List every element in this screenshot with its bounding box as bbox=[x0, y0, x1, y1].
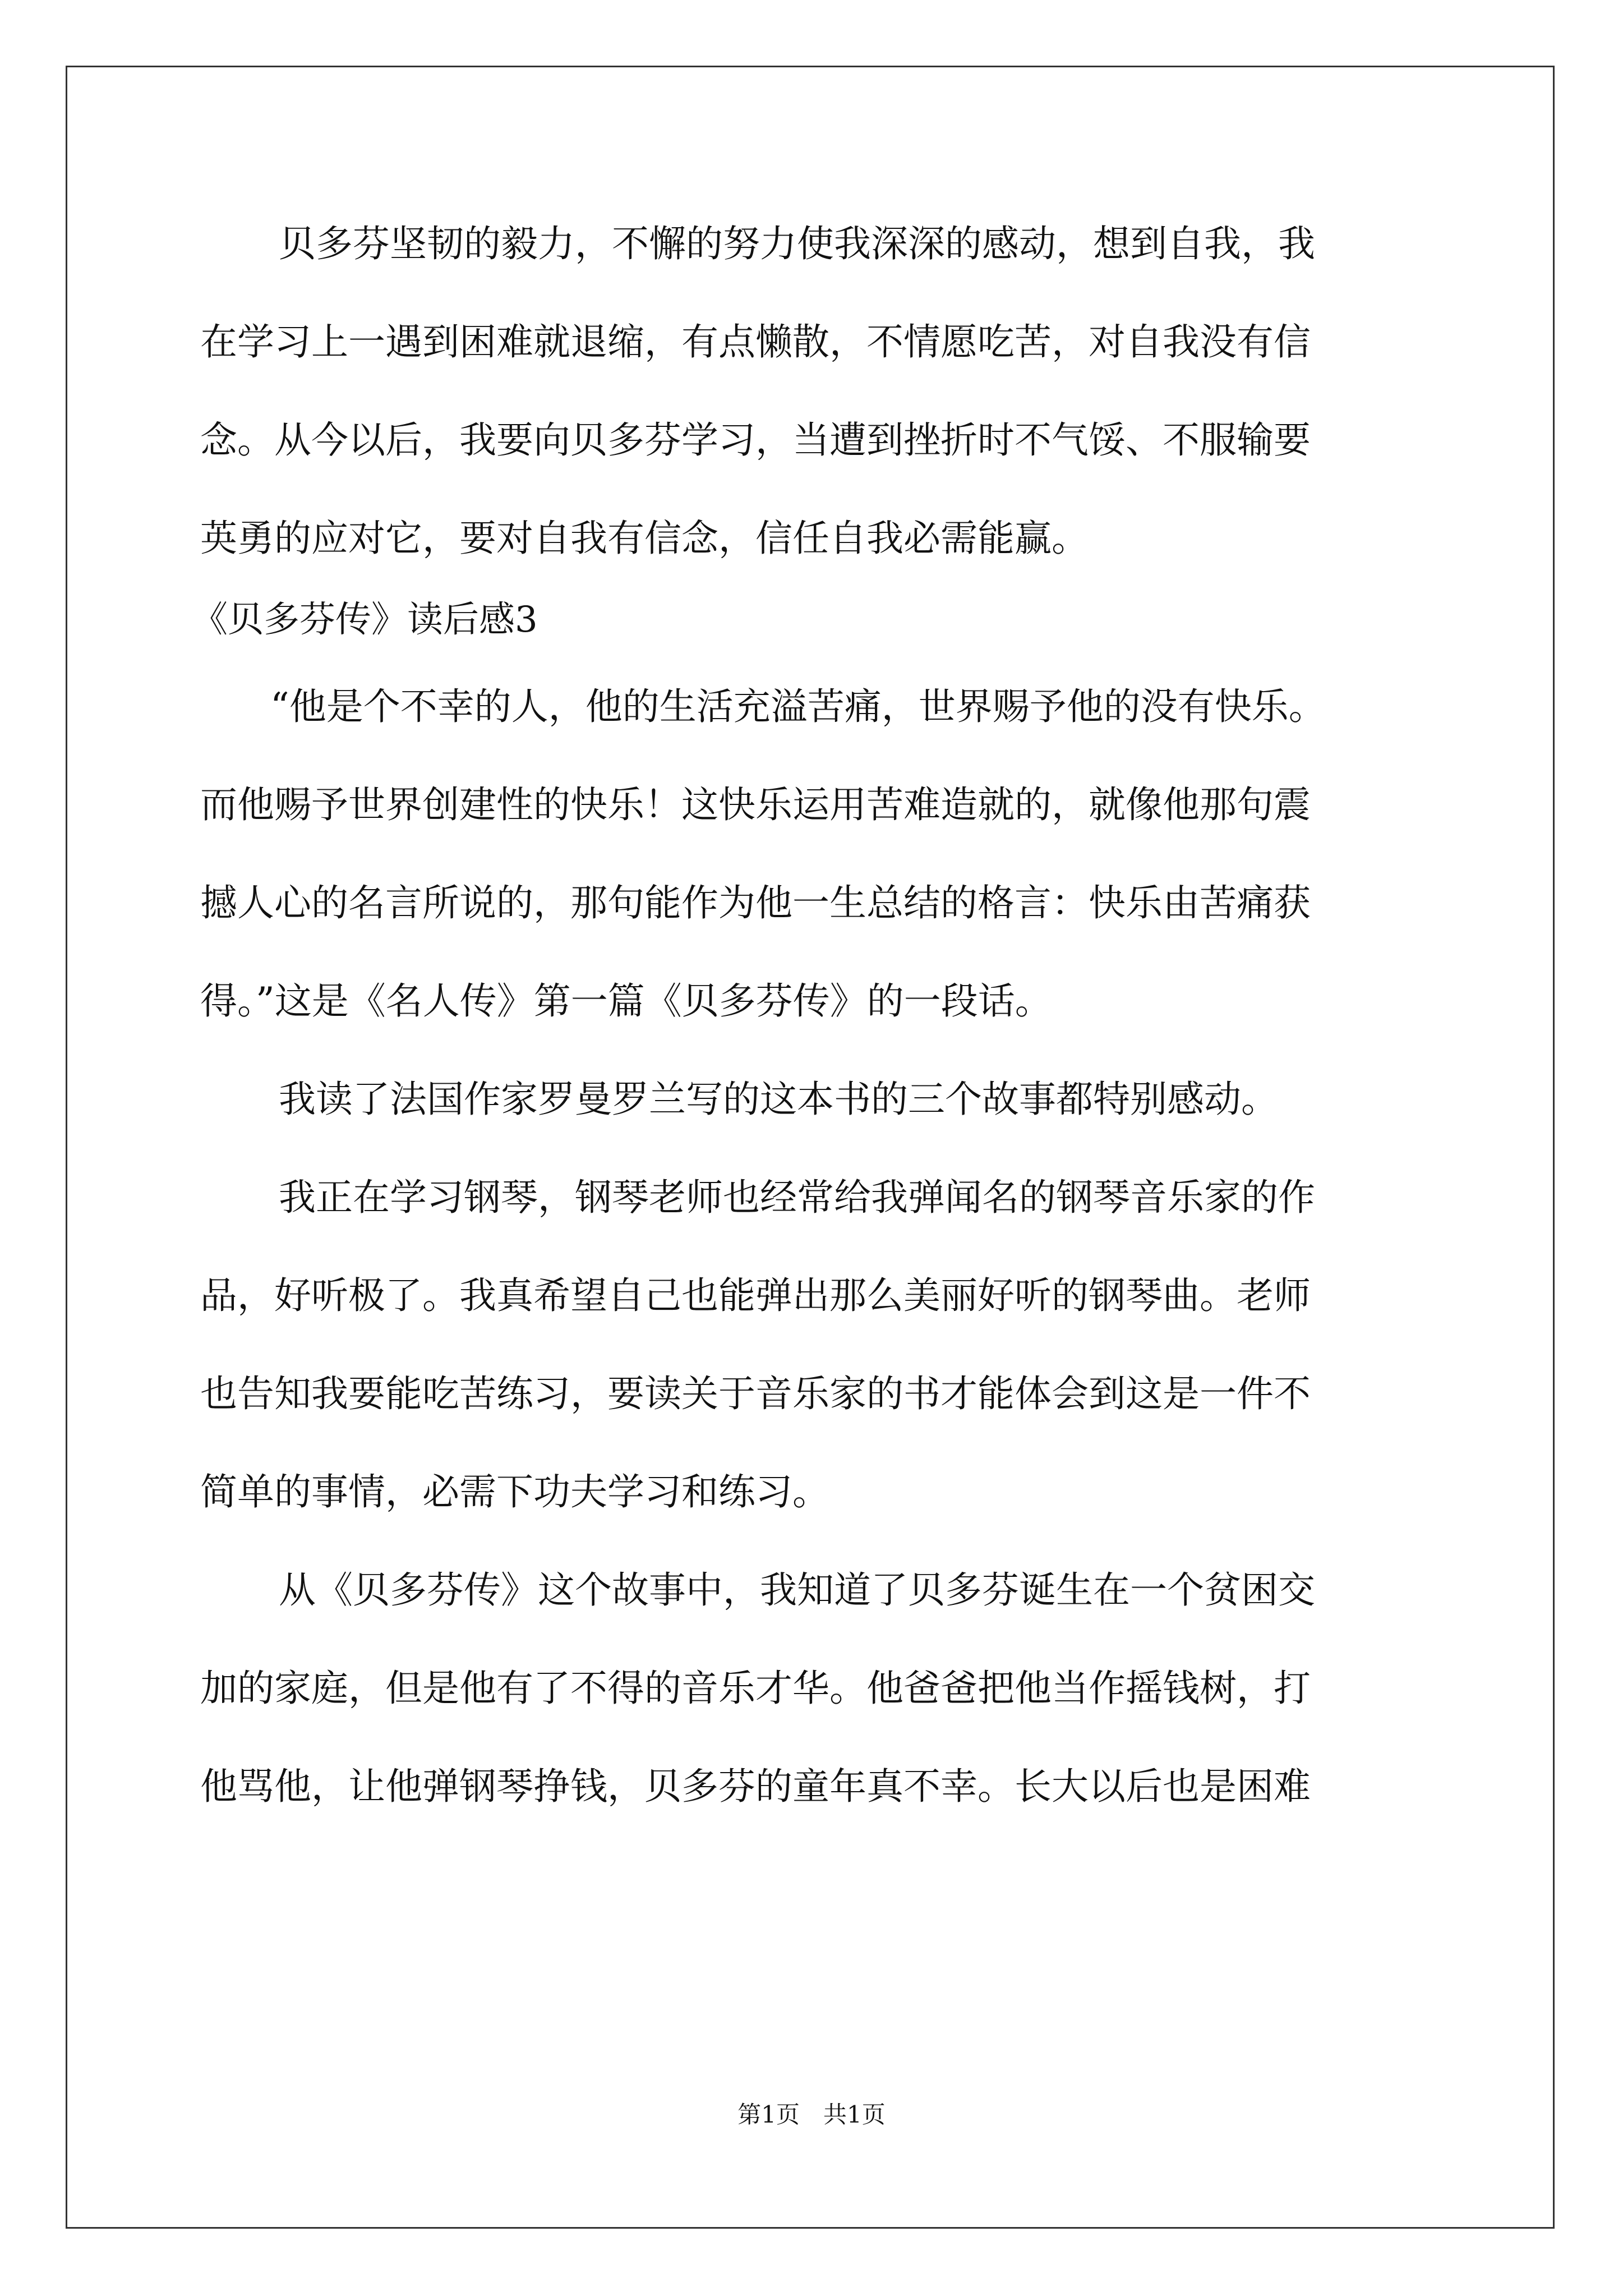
paragraph-line: 也告知我要能吃苦练习，要读关于音乐家的书才能体会到这是一件不 bbox=[200, 1372, 1311, 1415]
page-border bbox=[66, 66, 1555, 2229]
page-number-footer: 第1页 共1页 bbox=[737, 2101, 886, 2128]
paragraph-line: 而他赐予世界创建性的快乐！这快乐运用苦难造就的，就像他那句震 bbox=[200, 783, 1311, 826]
paragraph-line: 贝多芬坚韧的毅力，不懈的努力使我深深的感动，想到自我，我 bbox=[279, 222, 1315, 265]
paragraph-line: 我读了法国作家罗曼罗兰写的这本书的三个故事都特别感动。 bbox=[279, 1078, 1278, 1121]
paragraph-line: 他骂他，让他弹钢琴挣钱，贝多芬的童年真不幸。长大以后也是困难 bbox=[200, 1765, 1311, 1808]
paragraph-line: 加的家庭，但是他有了不得的音乐才华。他爸爸把他当作摇钱树，打 bbox=[200, 1667, 1311, 1710]
paragraph-line: 撼人心的名言所说的，那句能作为他一生总结的格言：快乐由苦痛获 bbox=[200, 881, 1311, 924]
paragraph-line: 简单的事情，必需下功夫学习和练习。 bbox=[200, 1470, 829, 1513]
paragraph-line: 我正在学习钢琴，钢琴老师也经常给我弹闻名的钢琴音乐家的作 bbox=[279, 1176, 1315, 1219]
paragraph-line: “他是个不幸的人，他的生活充溢苦痛，世界赐予他的没有快乐。 bbox=[270, 685, 1326, 728]
paragraph-line: 念。从今以后，我要向贝多芬学习，当遭到挫折时不气馁、不服输要 bbox=[200, 418, 1311, 462]
paragraph-line: 得。”这是《名人传》第一篇《贝多芬传》的一段话。 bbox=[200, 979, 1052, 1023]
paragraph-line: 在学习上一遇到困难就退缩，有点懒散，不情愿吃苦，对自我没有信 bbox=[200, 320, 1311, 364]
paragraph-line: 品，好听极了。我真希望自己也能弹出那么美丽好听的钢琴曲。老师 bbox=[200, 1274, 1311, 1317]
paragraph-line: 从《贝多芬传》这个故事中，我知道了贝多芬诞生在一个贫困交 bbox=[279, 1568, 1315, 1612]
section-heading: 《贝多芬传》读后感3 bbox=[192, 599, 538, 641]
paragraph-line: 英勇的应对它，要对自我有信念，信任自我必需能赢。 bbox=[200, 517, 1089, 560]
